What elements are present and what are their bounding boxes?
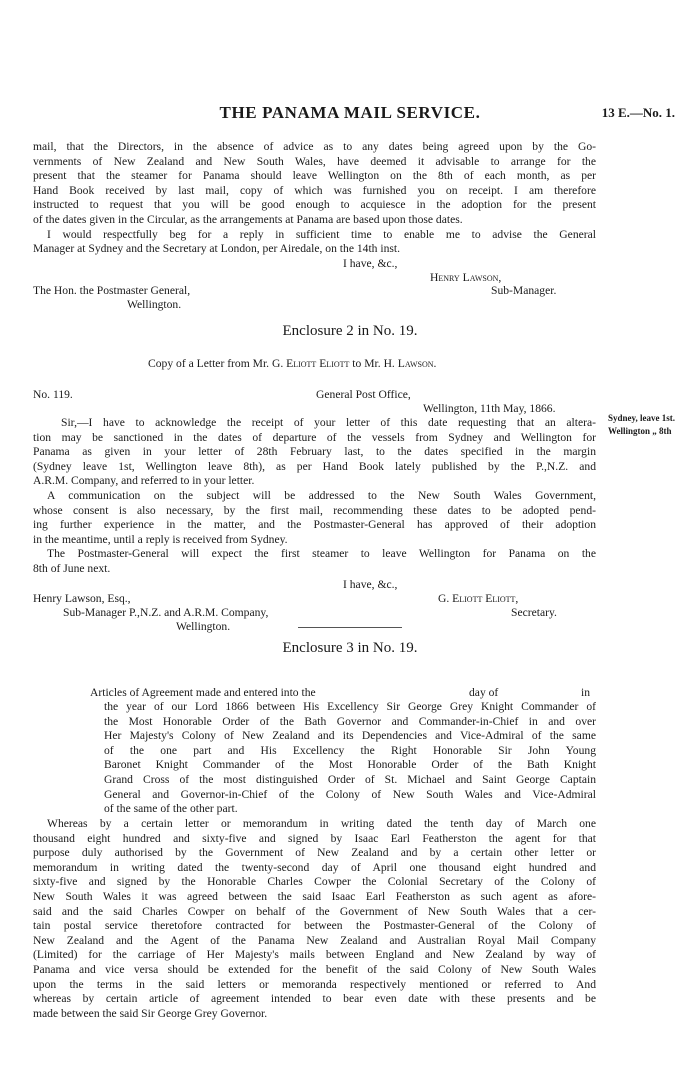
- enclosure2-line: A communication on the subject will be addressed to the New South Wales Government,: [47, 488, 596, 502]
- subheading-from: G. Eliott Eliott: [271, 357, 350, 370]
- subheading-to: H. Lawson.: [383, 357, 437, 370]
- page-header-reference: 13 E.—No. 1.: [601, 105, 675, 120]
- agreement-line: Baronet Knight Commander of the Most Honorable Order of the Bath Knight: [104, 758, 596, 772]
- enclosure2-date: Wellington, 11th May, 1866.: [423, 402, 556, 415]
- enclosure2-line: in the meantime, until a reply is received from Sydney.: [33, 532, 288, 546]
- whereas-line: memorandum in writing dated the twenty-second day of April one thousand eight hundred and: [33, 860, 596, 874]
- letter1-line: vernments of New Zealand and New South Wales, have deemed it advisable to arrange for the: [33, 154, 596, 168]
- whereas-line: New South Wales it was agreed between the said Isaac Earl Featherston as such agent as afore-: [33, 889, 596, 903]
- letter1-addressee-place: Wellington.: [127, 298, 182, 311]
- page-header-title: THE PANAMA MAIL SERVICE.: [219, 103, 481, 122]
- enclosure2-heading: Enclosure 2 in No. 19.: [282, 323, 418, 339]
- letter1-closing: I have, &c.,: [343, 257, 398, 270]
- enclosure2-signature-name: G. Eliott Eliott,: [438, 592, 519, 605]
- whereas-line: said and the said Charles Cowper on behalf of the Government of New South Wales that a cer-: [33, 904, 596, 918]
- enclosure2-line: A.R.M. Company, and referred to in your letter.: [33, 474, 255, 488]
- enclosure2-line: 8th of June next.: [33, 561, 111, 575]
- enclosure2-body: [33, 416, 596, 577]
- margin-note-wellington: Wellington „ 8th: [608, 426, 672, 436]
- agreement-line: General and Governor-in-Chief of the Colony of New South Wales and Vice-Admiral: [104, 787, 596, 801]
- agreement-first-line-a: Articles of Agreement made and entered into the: [90, 686, 316, 699]
- agreement-line: the year of our Lord 1866 between His Excellency Sir George Grey Knight Commander of: [104, 700, 596, 713]
- whereas-line: whereas by certain article of agreement intended to bear even date with these presents and be: [33, 992, 596, 1006]
- enclosure2-line: The Postmaster-General will expect the first steamer to leave Wellington for Panama on the: [47, 547, 596, 561]
- letter1-line: Manager at Sydney and the Secretary at London, per Airedale, on the 14th inst.: [33, 242, 401, 256]
- whereas-line: sixty-five and signed by the Honorable Charles Cowper the Colonial Secretary of the Colony of: [33, 875, 596, 889]
- whereas-line: New Zealand and the Agent of the Panama New Zealand and Australian Royal Mail Company: [33, 933, 596, 947]
- letter1-line: I would respectfully beg for a reply in sufficient time to enable me to advise the General: [47, 227, 596, 241]
- agreement-parties: [104, 700, 596, 817]
- whereas-line: thousand eight hundred and sixty-five and signed by Isaac Earl Featherston the agent for that: [33, 831, 596, 845]
- enclosure2-office: General Post Office,: [316, 388, 411, 401]
- whereas-line: Panama and vice versa should be extended for the benefit of the said Colony of New South Wales: [33, 962, 596, 976]
- enclosure2-line: tion may be sanctioned in the dates of departure of the vessels from Sydney and Wellington for: [33, 430, 596, 444]
- subheading-mid: to Mr.: [349, 357, 384, 370]
- whereas-line: upon the terms in the said letters or memoranda respectively mentioned or referred to And: [33, 977, 596, 991]
- enclosure2-number: No. 119.: [33, 388, 73, 401]
- agreement-line: of the one part and His Excellency the Right Honorable Sir John Young: [104, 743, 596, 757]
- letter1-body: [33, 140, 596, 257]
- enclosure2-line: Panama as given in your letter of 28th February last, to the dates specified in the margin: [33, 445, 596, 459]
- enclosure2-line: (Sydney leave 1st, Wellington leave 8th), as per Hand Book lately published by the P.,N.Z. and: [33, 459, 596, 473]
- section-divider: [298, 627, 402, 628]
- letter1-addressee: The Hon. the Postmaster General,: [33, 284, 191, 297]
- letter1-line: instructed to request that you will be good enough to acquiesce in the adoption for the present: [33, 198, 596, 212]
- agreement-first-line-c: in: [581, 686, 591, 699]
- enclosure3-heading: Enclosure 3 in No. 19.: [282, 640, 418, 656]
- enclosure2-signature-title: Secretary.: [511, 606, 557, 619]
- enclosure2-line: whose consent is also necessary, by the first mail, recommending these dates to be adopted pend-: [33, 503, 596, 517]
- whereas-line: made between the said Sir George Grey Governor.: [33, 1006, 268, 1020]
- enclosure2-line: Sir,—I have to acknowledge the receipt of your letter of this date requesting that an altera-: [61, 416, 596, 429]
- enclosure2-addressee-2: Sub-Manager P.,N.Z. and A.R.M. Company,: [63, 606, 269, 619]
- agreement-line: Grand Cross of the most distinguished Order of St. Michael and Saint George Captain: [104, 772, 596, 786]
- whereas-line: tain postal service theretofore contracted for between the Postmaster-General of the Colony of: [33, 919, 596, 933]
- enclosure2-line: ing further experience in the matter, and the Postmaster-General has approved of their adoption: [33, 518, 596, 532]
- subheading-prefix: Copy of a Letter from Mr.: [148, 357, 272, 370]
- agreement-line: the Most Honorable Order of the Bath Governor and Commander-in-Chief in and over: [104, 714, 596, 728]
- whereas-line: (Limited) for the carriage of Her Majesty's mails between England and New Zealand by way of: [33, 948, 596, 962]
- agreement-line: Her Majesty's Colony of New Zealand and its Dependencies and Vice-Admiral of the same: [104, 729, 596, 743]
- letter1-signature-name: Henry Lawson,: [430, 271, 502, 284]
- letter1-line: mail, that the Directors, in the absence of advice as to any dates being agreed upon by the Go-: [33, 140, 596, 153]
- letter1-signature-title: Sub-Manager.: [491, 284, 557, 297]
- enclosure2-addressee-place: Wellington.: [176, 620, 231, 633]
- agreement-line: of the same of the other part.: [104, 802, 238, 816]
- whereas-line: purpose duly authorised by the Government of New Zealand and by a certain other letter or: [33, 846, 596, 860]
- letter1-line: of the dates given in the Circular, as the arrangements at Panama are based upon those dates.: [33, 212, 463, 226]
- whereas-body: [33, 817, 596, 1021]
- margin-note-sydney: Sydney, leave 1st.: [608, 413, 676, 423]
- agreement-first-line-b: day of: [469, 686, 499, 699]
- letter1-line: Hand Book received by last mail, copy of which was furnished you on receipt. I am therefore: [33, 183, 596, 197]
- whereas-line: Whereas by a certain letter or memorandum in writing dated the tenth day of March one: [47, 817, 596, 830]
- enclosure2-closing: I have, &c.,: [343, 578, 398, 591]
- letter1-line: present that the steamer for Panama should leave Wellington on the 8th of each month, as per: [33, 169, 596, 183]
- enclosure2-addressee: Henry Lawson, Esq.,: [33, 592, 131, 605]
- enclosure2-subheading: [148, 357, 436, 372]
